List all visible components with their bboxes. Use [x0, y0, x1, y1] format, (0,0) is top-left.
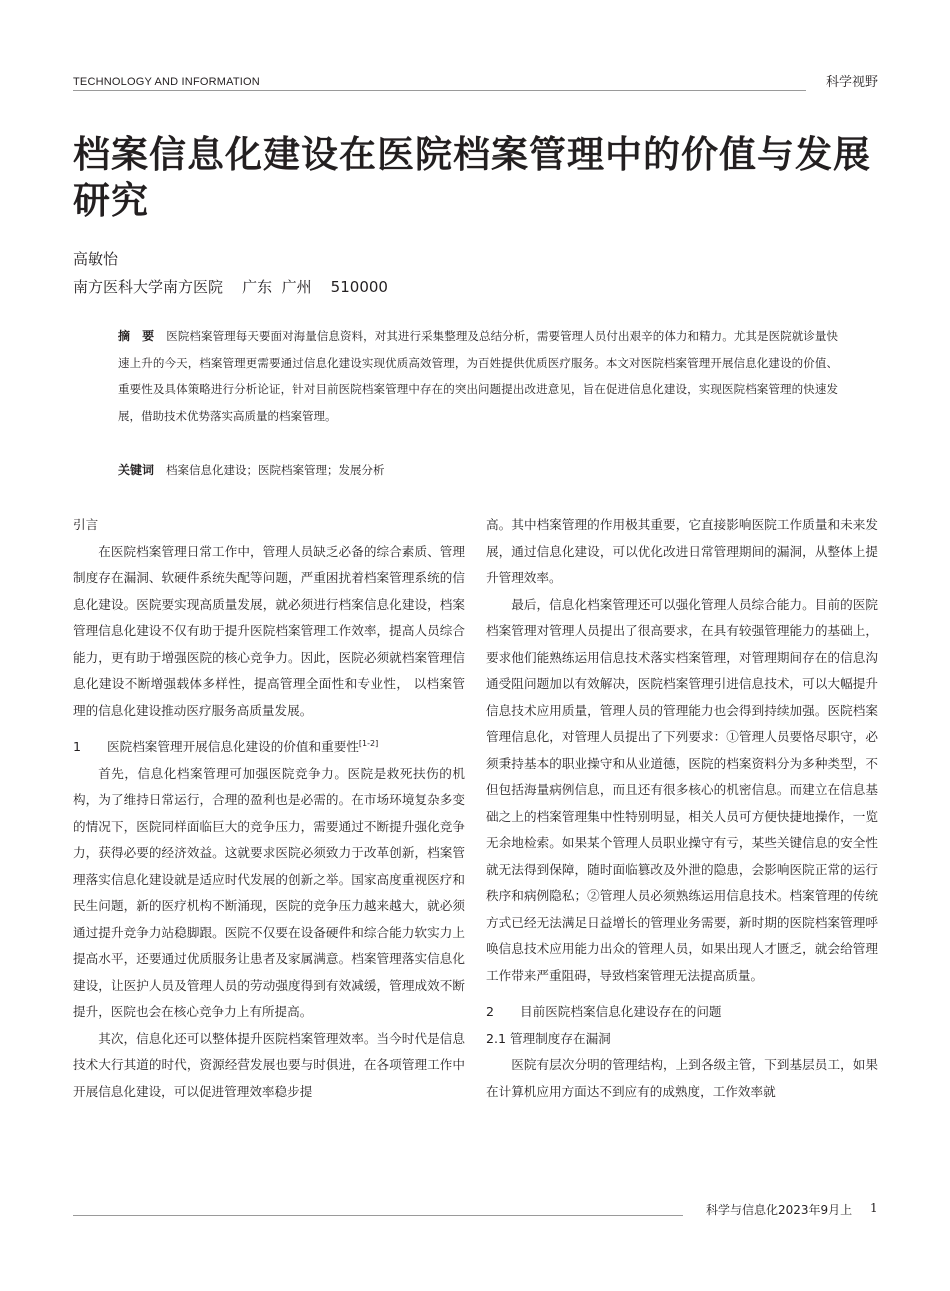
intro-heading: 引言: [73, 517, 99, 532]
footer-journal: 科学与信息化2023年9月上: [706, 1203, 853, 1217]
body-column-right: [486, 512, 878, 1105]
author-affiliation: 南方医科大学南方医院 广东 广州 510000: [73, 278, 388, 296]
keywords-label: 关键词: [118, 463, 155, 477]
abstract-text: 医院档案管理每天要面对海量信息资料，对其进行采集整理及总结分析，需要管理人员付出艰辛的体力和精力。尤其是医院就诊量快速上升的今天，档案管理更需要通过信息化建设实现优质高效管理，为百姓提供优质医疗服务。本文对医院档案管理开展信息化建设的价值、重要性及具体策略进行分析论证，针对目前医院档案管理中存在的突出问题提出改进意见，旨在促进信息化建设，实现医院档案管理的快速发展，借助技术优势落实高质量的档案管理。: [118, 329, 838, 423]
section-1-paragraph-2: 其次，信息化还可以整体提升医院档案管理效率。当今时代是信息技术大行其道的时代，资源经营发展也要与时俱进，在各项管理工作中开展信息化建设，可以促进管理效率稳步提: [73, 1030, 465, 1099]
subsection-2-1-title: 管理制度存在漏洞: [510, 1030, 611, 1046]
page-number: 1: [870, 1201, 878, 1215]
intro-paragraph: 在医院档案管理日常工作中，管理人员缺乏必备的综合素质、管理制度存在漏洞、软硬件系统失配等问题，严重困扰着档案管理系统的信息化建设。医院要实现高质量发展，就必须进行档案信息化建设，档案管理信息化建设不仅有助于提升医院档案管理工作效率，提高人员综合能力，更有助于增强医院的核心竞争力。因此，医院必须就档案管理信息化建设不断增强载体多样性，提高管理全面性和专业性， 以档案管理的信息化建设推动医疗服务高质量发展。: [73, 543, 465, 718]
keywords-text: 档案信息化建设；医院档案管理；发展分析: [166, 463, 385, 477]
abstract-label: 摘 要: [118, 329, 155, 343]
section-2-title: 目前医院档案信息化建设存在的问题: [520, 1004, 722, 1019]
section-1-heading: [73, 734, 465, 761]
running-header-section: TECHNOLOGY AND INFORMATION: [73, 76, 260, 88]
footer-divider: [73, 1215, 683, 1216]
subsection-2-1-heading: [486, 1026, 878, 1053]
section-1-citation: [1-2]: [358, 738, 379, 748]
section-2-number: 2: [486, 1004, 495, 1019]
section-1-number: 1: [73, 739, 82, 754]
subsection-2-1-paragraph: 医院有层次分明的管理结构，上到各级主管，下到基层员工，如果在计算机应用方面达不到应有的成熟度，工作效率就: [486, 1057, 878, 1099]
section-2-heading: [486, 999, 878, 1026]
keywords: [118, 460, 838, 480]
article-title: 档案信息化建设在医院档案管理中的价值与发展研究: [73, 132, 871, 222]
section-1-paragraph-2-continued: 高。其中档案管理的作用极其重要，它直接影响医院工作质量和未来发展，通过信息化建设，可以优化改进日常管理期间的漏洞，从整体上提升管理效率。: [486, 517, 878, 585]
header-divider: [73, 90, 806, 91]
body-column-left: [73, 512, 465, 1105]
subsection-2-1-number: 2.1: [486, 1030, 507, 1046]
author-name: 高敏怡: [73, 250, 119, 268]
running-header-column: 科学视野: [825, 75, 878, 90]
section-1-paragraph-3: 最后，信息化档案管理还可以强化管理人员综合能力。目前的医院档案管理对管理人员提出了很高要求，在具有较强管理能力的基础上，要求他们能熟练运用信息技术落实档案管理，对管理期间存在的信息沟通受阻问题加以有效解决，医院档案管理引进信息技术，可以大幅提升信息技术应用质量，管理人员的管理能力也会得到持续加强。医院档案管理信息化，对管理人员提出了下列要求：①管理人员要恪尽职守，必须秉持基本的职业操守和从业道德，医院的档案资料分为多种类型，不但包括海量病例信息，而且还有很多核心的机密信息。而建立在信息基础之上的档案管理集中性特别明显，相关人员可方便快捷地操作，一览无余地检索。如果某个管理人员职业操守有亏，某些关键信息的安全性就无法得到保障，随时面临篡改及外泄的隐患，会影响医院正常的运行秩序和病例隐私；②管理人员必须熟练运用信息技术。档案管理的传统方式已经无法满足日益增长的管理业务需要，新时期的医院档案管理呼唤信息技术应用能力出众的管理人员，如果出现人才匮乏，就会给管理工作带来严重阻碍，导致档案管理无法提高质量。: [486, 596, 878, 983]
section-1-title: 医院档案管理开展信息化建设的价值和重要性: [107, 739, 359, 754]
section-1-paragraph-1: 首先，信息化档案管理可加强医院竞争力。医院是救死扶伤的机构，为了维持日常运行，合理的盈利也是必需的。在市场环境复杂多变的情况下，医院同样面临巨大的竞争压力，需要通过不断提升强化竞争力，获得必要的经济效益。这就要求医院必须致力于改革创新，档案管理落实信息化建设就是适应时代发展的创新之举。国家高度重视医疗和民生问题，新的医疗机构不断涌现，医院的竞争压力越来越大，就必须通过提升竞争力站稳脚跟。医院不仅要在设备硬件和综合能力软实力上提高水平，还要通过优质服务让患者及家属满意。档案管理落实信息化建设，让医护人员及管理人员的劳动强度得到有效减缓，管理成效不断提升，医院也会在核心竞争力上有所提高。: [73, 765, 465, 1019]
abstract: [118, 323, 838, 429]
